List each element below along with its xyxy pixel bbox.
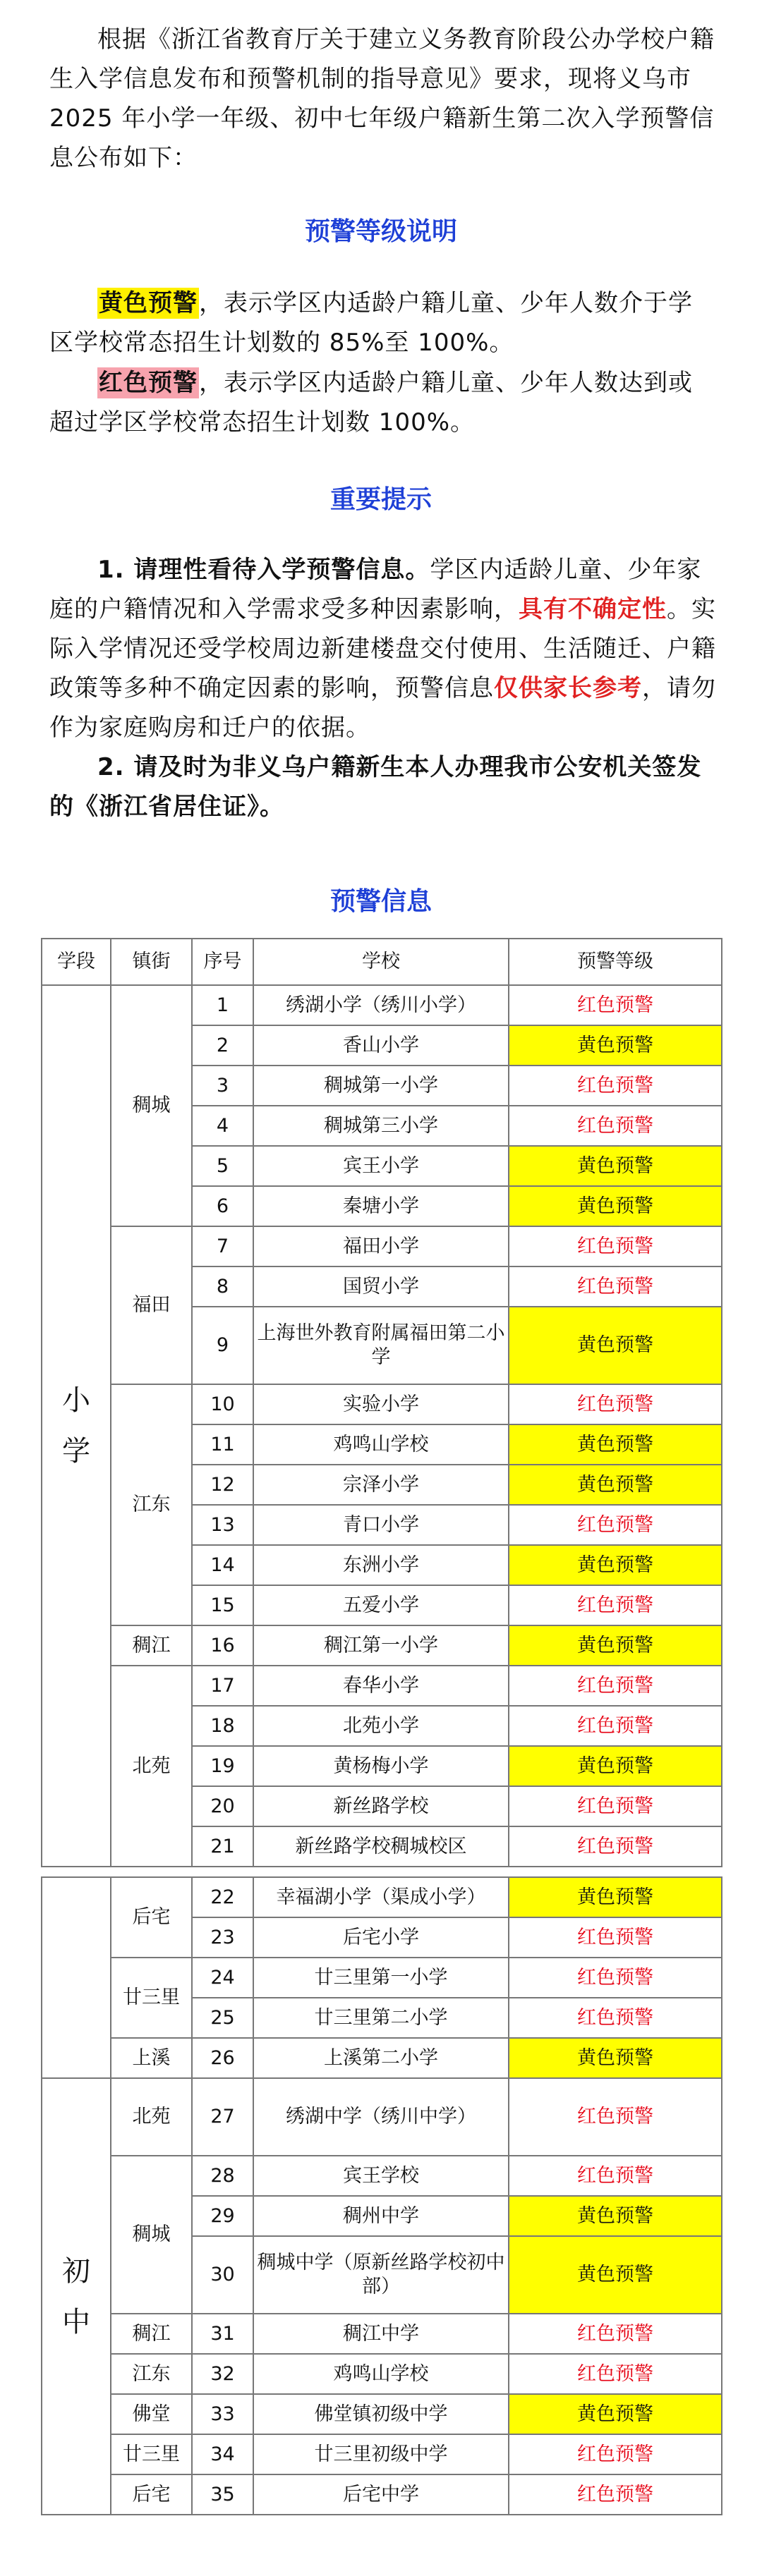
school-cell: 廿三里初级中学 — [253, 2434, 509, 2474]
school-cell: 青口小学 — [253, 1505, 509, 1545]
school-cell: 宾王小学 — [253, 1146, 509, 1186]
stage-char: 初 — [62, 2254, 90, 2288]
table-row — [42, 1384, 722, 1424]
number-cell: 16 — [192, 1625, 253, 1666]
number-cell: 20 — [192, 1786, 253, 1826]
yellow-warning-cell: 黄色预警 — [509, 1545, 722, 1585]
school-cell: 稠江第一小学 — [253, 1625, 509, 1666]
number-cell: 15 — [192, 1585, 253, 1625]
table-row — [42, 2394, 722, 2434]
town-cell: 稠城 — [111, 985, 192, 1226]
school-cell: 绣湖小学（绣川小学） — [253, 985, 509, 1025]
yellow-warning-cell: 黄色预警 — [509, 2038, 722, 2078]
number-cell: 10 — [192, 1384, 253, 1424]
number-cell: 14 — [192, 1545, 253, 1585]
table-row — [42, 2038, 722, 2078]
school-cell: 北苑小学 — [253, 1706, 509, 1746]
school-cell: 鸡鸣山学校 — [253, 2354, 509, 2394]
number-cell: 5 — [192, 1146, 253, 1186]
number-cell: 3 — [192, 1066, 253, 1106]
stage-cell-continued — [42, 1877, 111, 2078]
number-cell: 34 — [192, 2434, 253, 2474]
red-warning-cell: 红色预警 — [509, 1505, 722, 1545]
number-cell: 22 — [192, 1877, 253, 1917]
school-cell: 秦塘小学 — [253, 1186, 509, 1226]
town-cell: 廿三里 — [111, 1958, 192, 2038]
red-warning-cell: 红色预警 — [509, 1384, 722, 1424]
tip-1-text-a: 学区内适龄儿童、少年家庭的户籍情况和入学需求受多种因素影响， — [49, 556, 702, 623]
red-warning-cell: 红色预警 — [509, 1786, 722, 1826]
table-row — [42, 1226, 722, 1266]
town-cell: 北苑 — [111, 2078, 192, 2156]
yellow-warning-cell: 黄色预警 — [509, 1746, 722, 1786]
stage-cell — [42, 2078, 111, 2515]
tips-heading: 重要提示 — [329, 485, 432, 514]
yellow-level-text: ，表示学区内适龄户籍儿童、少年人数介于学区学校常态招生计划数的 85%至 100%。 — [49, 289, 693, 357]
yellow-warning-cell: 黄色预警 — [509, 1186, 722, 1226]
number-cell: 12 — [192, 1465, 253, 1505]
number-cell: 25 — [192, 1998, 253, 2038]
table-row — [42, 1877, 722, 1917]
number-cell: 17 — [192, 1666, 253, 1706]
header-town: 镇街 — [111, 939, 192, 985]
town-cell: 北苑 — [111, 1666, 192, 1867]
number-cell: 35 — [192, 2474, 253, 2515]
town-cell: 稠江 — [111, 2314, 192, 2354]
tip-1-text-c: ，请勿作为家庭购房和迁户的依据。 — [49, 674, 716, 742]
number-cell: 1 — [192, 985, 253, 1025]
yellow-warning-cell: 黄色预警 — [509, 1146, 722, 1186]
yellow-warning-cell: 黄色预警 — [509, 2394, 722, 2434]
header-school: 学校 — [253, 939, 509, 985]
red-warning-cell: 红色预警 — [509, 2434, 722, 2474]
school-cell: 春华小学 — [253, 1666, 509, 1706]
yellow-warning-cell: 黄色预警 — [509, 1307, 722, 1384]
number-cell: 32 — [192, 2354, 253, 2394]
number-cell: 29 — [192, 2196, 253, 2236]
school-cell: 稠城中学（原新丝路学校初中部） — [253, 2236, 509, 2314]
stage-char: 小 — [62, 1384, 90, 1417]
second-warning-table — [41, 1876, 722, 2515]
number-cell: 26 — [192, 2038, 253, 2078]
school-cell: 廿三里第二小学 — [253, 1998, 509, 2038]
school-cell: 黄杨梅小学 — [253, 1746, 509, 1786]
table-row — [42, 2474, 722, 2515]
town-cell: 佛堂 — [111, 2394, 192, 2434]
primary-warning-table — [41, 938, 722, 1867]
red-warning-cell: 红色预警 — [509, 1958, 722, 1998]
number-cell: 9 — [192, 1307, 253, 1384]
school-cell: 国贸小学 — [253, 1266, 509, 1307]
yellow-warning-cell: 黄色预警 — [509, 2236, 722, 2314]
school-cell: 稠城第三小学 — [253, 1106, 509, 1146]
yellow-warning-cell: 黄色预警 — [509, 1625, 722, 1666]
number-cell: 2 — [192, 1025, 253, 1066]
yellow-warning-cell: 黄色预警 — [509, 1424, 722, 1465]
tip-1 — [49, 550, 716, 747]
red-warning-cell: 红色预警 — [509, 1998, 722, 2038]
school-cell: 上溪第二小学 — [253, 2038, 509, 2078]
school-cell: 宾王学校 — [253, 2156, 509, 2196]
header-stage: 学段 — [42, 939, 111, 985]
tip-1-uncertain: 具有不确定性 — [519, 595, 667, 623]
yellow-warning-cell: 黄色预警 — [509, 1465, 722, 1505]
number-cell: 8 — [192, 1266, 253, 1307]
table-row — [42, 2078, 722, 2156]
red-warning-cell: 红色预警 — [509, 1917, 722, 1958]
table-row — [42, 2434, 722, 2474]
table-row — [42, 1666, 722, 1706]
number-cell: 31 — [192, 2314, 253, 2354]
red-warning-cell: 红色预警 — [509, 2156, 722, 2196]
school-cell: 宗泽小学 — [253, 1465, 509, 1505]
number-cell: 11 — [192, 1424, 253, 1465]
table-row — [42, 2354, 722, 2394]
town-cell: 稠城 — [111, 2156, 192, 2314]
red-warning-cell: 红色预警 — [509, 1585, 722, 1625]
table-row — [42, 985, 722, 1025]
number-cell: 19 — [192, 1746, 253, 1786]
tip-2-text: 2. 请及时为非义乌户籍新生本人办理我市公安机关签发的《浙江省居住证》。 — [49, 753, 702, 821]
red-warning-cell: 红色预警 — [509, 1106, 722, 1146]
school-cell: 后宅小学 — [253, 1917, 509, 1958]
number-cell: 21 — [192, 1826, 253, 1867]
header-number: 序号 — [192, 939, 253, 985]
red-warning-cell: 红色预警 — [509, 1226, 722, 1266]
town-cell: 福田 — [111, 1226, 192, 1384]
school-cell: 香山小学 — [253, 1025, 509, 1066]
school-cell: 东洲小学 — [253, 1545, 509, 1585]
red-warning-cell: 红色预警 — [509, 1666, 722, 1706]
town-cell: 稠江 — [111, 1625, 192, 1666]
school-cell: 佛堂镇初级中学 — [253, 2394, 509, 2434]
school-cell: 幸福湖小学（渠成小学） — [253, 1877, 509, 1917]
yellow-warning-cell: 黄色预警 — [509, 1877, 722, 1917]
school-cell: 廿三里第一小学 — [253, 1958, 509, 1998]
tip-1-title: 1. 请理性看待入学预警信息。 — [97, 556, 430, 584]
number-cell: 24 — [192, 1958, 253, 1998]
tip-1-reference-only: 仅供家长参考 — [494, 674, 642, 702]
school-cell: 上海世外教育附属福田第二小学 — [253, 1307, 509, 1384]
stage-char: 中 — [62, 2305, 90, 2338]
school-cell: 新丝路学校稠城校区 — [253, 1826, 509, 1867]
red-warning-cell: 红色预警 — [509, 1706, 722, 1746]
yellow-warning-cell: 黄色预警 — [509, 1025, 722, 1066]
school-cell: 绣湖中学（绣川中学） — [253, 2078, 509, 2156]
red-warning-cell: 红色预警 — [509, 1266, 722, 1307]
red-warning-cell: 红色预警 — [509, 985, 722, 1025]
intro-paragraph — [49, 20, 716, 178]
school-cell: 福田小学 — [253, 1226, 509, 1266]
number-cell: 28 — [192, 2156, 253, 2196]
town-cell: 江东 — [111, 1384, 192, 1625]
school-cell: 新丝路学校 — [253, 1786, 509, 1826]
number-cell: 13 — [192, 1505, 253, 1545]
school-cell: 稠江中学 — [253, 2314, 509, 2354]
red-level-description — [49, 363, 716, 442]
school-cell: 实验小学 — [253, 1384, 509, 1424]
red-warning-cell: 红色预警 — [509, 2314, 722, 2354]
number-cell: 18 — [192, 1706, 253, 1746]
town-cell: 后宅 — [111, 2474, 192, 2515]
number-cell: 27 — [192, 2078, 253, 2156]
red-level-text: ，表示学区内适龄户籍儿童、少年人数达到或超过学区学校常态招生计划数 100%。 — [49, 369, 693, 437]
stage-char: 学 — [62, 1435, 90, 1467]
red-warning-cell: 红色预警 — [509, 2354, 722, 2394]
stage-cell — [42, 985, 111, 1867]
town-cell: 廿三里 — [111, 2434, 192, 2474]
town-cell: 上溪 — [111, 2038, 192, 2078]
number-cell: 6 — [192, 1186, 253, 1226]
warning-table-heading: 预警信息 — [329, 887, 432, 916]
number-cell: 33 — [192, 2394, 253, 2434]
tip-1-text-b: 。实际入学情况还受学校周边新建楼盘交付使用、生活随迁、户籍政策等多种不确定因素的影响，预警信息 — [49, 595, 716, 702]
school-cell: 后宅中学 — [253, 2474, 509, 2515]
red-warning-cell: 红色预警 — [509, 2078, 722, 2156]
yellow-warning-cell: 黄色预警 — [509, 2196, 722, 2236]
yellow-level-description — [49, 283, 716, 362]
school-cell: 稠城第一小学 — [253, 1066, 509, 1106]
number-cell: 4 — [192, 1106, 253, 1146]
red-level-label: 红色预警 — [99, 369, 198, 397]
number-cell: 30 — [192, 2236, 253, 2314]
table-row — [42, 2156, 722, 2196]
school-cell: 鸡鸣山学校 — [253, 1424, 509, 1465]
intro-text: 根据《浙江省教育厅关于建立义务教育阶段公办学校户籍生入学信息发布和预警机制的指导意见》要求，现将义乌市 2025 年小学一年级、初中七年级户籍新生第二次入学预警信息公布如下： — [49, 25, 715, 172]
town-cell: 后宅 — [111, 1877, 192, 1958]
red-warning-cell: 红色预警 — [509, 1066, 722, 1106]
table-row — [42, 2314, 722, 2354]
town-cell: 江东 — [111, 2354, 192, 2394]
school-cell: 五爱小学 — [253, 1585, 509, 1625]
header-level: 预警等级 — [509, 939, 722, 985]
red-warning-cell: 红色预警 — [509, 1826, 722, 1867]
yellow-level-label: 黄色预警 — [99, 289, 198, 317]
table-row — [42, 1958, 722, 1998]
red-warning-cell: 红色预警 — [509, 2474, 722, 2515]
table-header-row — [42, 939, 722, 985]
number-cell: 23 — [192, 1917, 253, 1958]
levels-heading: 预警等级说明 — [304, 217, 457, 246]
school-cell: 稠州中学 — [253, 2196, 509, 2236]
table-row — [42, 1625, 722, 1666]
tip-2 — [49, 747, 716, 826]
number-cell: 7 — [192, 1226, 253, 1266]
